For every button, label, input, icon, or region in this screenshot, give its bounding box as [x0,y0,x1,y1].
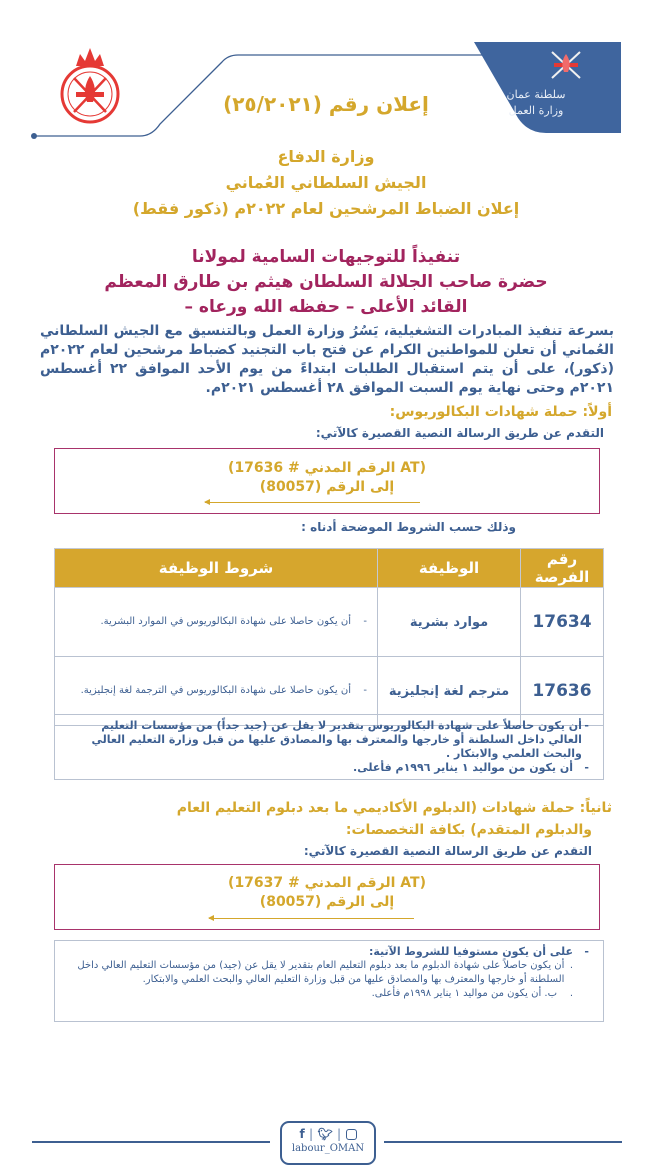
dedication-line1: تنفيذاً للتوجيهات السامية لمولانا [191,247,461,267]
footer-divider-right [384,1141,622,1143]
general-conditions-box [54,714,604,780]
header-line-dot [31,133,37,139]
header-opportunity-number: رقم الفرصة [521,549,604,588]
dedication-line2: حضرة صاحب الجلالة السلطان هيثم بن طارق المعظم [104,272,548,292]
general-condition-item: - أن يكون حاصلاً على شهادة البكالوريوس بتقدير لا يقل عن (جيد جداً) من مؤسسات التعليم العالي داخل السلطنة أو خارجها والمعترف بها والمصادق عليها من قبل وزارة التعليم العالي والبحث العلمي والابتكار . [91,719,589,760]
header-job: الوظيفة [378,549,521,588]
instagram-icon[interactable] [346,1129,357,1140]
facebook-icon[interactable]: f [299,1127,305,1141]
header-job-conditions: شروط الوظيفة [55,549,378,588]
section2-sms-line2: إلى الرقم (80057) [259,894,395,910]
twitter-icon[interactable]: 🐦︎ [317,1127,333,1141]
social-media-badge[interactable] [280,1121,376,1165]
job-title: موارد بشرية [378,588,521,657]
ministry-name-line1: سلطنة عمان [506,88,566,101]
arrow-icon [209,918,414,919]
job-condition-text: أن يكون حاصلا على شهادة البكالوريوس في الترجمة لغة إنجليزية. [80,685,351,696]
army-name: الجيش السلطاني العُماني [225,173,427,192]
section2-heading-line2: والدبلوم المتقدم) بكافة التخصصات: [345,822,592,838]
intro-paragraph: بسرعة تنفيذ المبادرات التشغيلية، يَسُرُ وزارة العمل وبالتنسيق مع الجيش السلطاني العُماني أن تعلن للمواطنين الكرام عن فتح باب التجنيد كضباط مرشحين لعام ٢٠٢٢م (ذكور)، على أن يتم استقبال الطلبات ابتداءً من يوم الأحد الموافق ٢٢ أغسطس ٢٠٢١م وحتى نهاية يوم السبت الموافق ٢٨ أغسطس ٢٠٢١م. [40,323,614,396]
ministry-logo [474,42,621,133]
general-condition-item: - أن يكون من مواليد ١ يناير ١٩٩٦م فأعلى. [353,761,589,774]
section1-sms-box [54,448,600,514]
job-condition: - أن يكون حاصلا على شهادة البكالوريوس في الترجمة لغة إنجليزية. [55,657,378,726]
announcement-subject: إعلان الضباط المرشحين لعام ٢٠٢٢م (ذكور فقط) [132,199,520,218]
opportunity-number: 17634 [521,588,604,657]
section1-apply-text: التقدم عن طريق الرسالة النصية القصيرة كالآتي: [315,426,604,440]
social-icons: f | 🐦︎ | [282,1127,374,1141]
job-condition: - أن يكون حاصلا على شهادة البكالوريوس في الموارد البشرية. [55,588,378,657]
conditions-intro: وذلك حسب الشروط الموضحة أدناه : [301,520,516,534]
social-handle[interactable]: labour_OMAN [291,1143,365,1154]
job-title: مترجم لغة إنجليزية [378,657,521,726]
section2-conditions-box [54,940,604,1022]
footer-divider-left [32,1141,270,1143]
khanjar-emblem-icon [546,48,586,82]
jobs-table [54,548,604,726]
table-row [55,588,604,657]
arrow-icon [205,502,420,503]
section2-conditions-title: - على أن يكون مستوفيا للشروط الآتية: [368,945,589,958]
section1-sms-line1: (AT الرقم المدني # 17636) [228,460,426,476]
section2-sms-box [54,864,600,930]
job-condition-text: أن يكون حاصلا على شهادة البكالوريوس في الموارد البشرية. [100,616,351,627]
table-header-row [55,549,604,588]
opportunity-number: 17636 [521,657,604,726]
announcement-title: إعلان رقم (٢٥/٢٠٢١) [223,92,429,116]
section2-condition-item: . ب. أن يكون من مواليد ١ يناير ١٩٩٨م فأعلى. [371,988,573,999]
section2-apply-text: التقدم عن طريق الرسالة النصية القصيرة كالآتي: [303,844,592,858]
ministry-name-line2: وزارة العمل [508,104,564,117]
section2-sms-line1: (AT الرقم المدني # 17637) [228,875,426,891]
section2-condition-item: . أن يكون حاصلاً على شهادة الدبلوم ما بعد دبلوم التعليم العام بتقدير لا يقل عن (جيد) من مؤسسات التعليم العالي داخل السلطنة أو خارجها والمعترف بها والمصادق عليها من قبل وزارة التعليم العالي والبحث العلمي والابتكار. [77,960,573,985]
ministry-of-defence: وزارة الدفاع [277,147,375,166]
section1-sms-line2: إلى الرقم (80057) [259,479,395,495]
section2-heading-line1: ثانياً: حملة شهادات (الدبلوم الأكاديمي ما بعد دبلوم التعليم العام [176,800,612,816]
section1-heading: أولاً: حملة شهادات البكالوريوس: [389,404,612,420]
dedication-line3: القائد الأعلى – حفظه الله ورعاه – [184,297,468,317]
